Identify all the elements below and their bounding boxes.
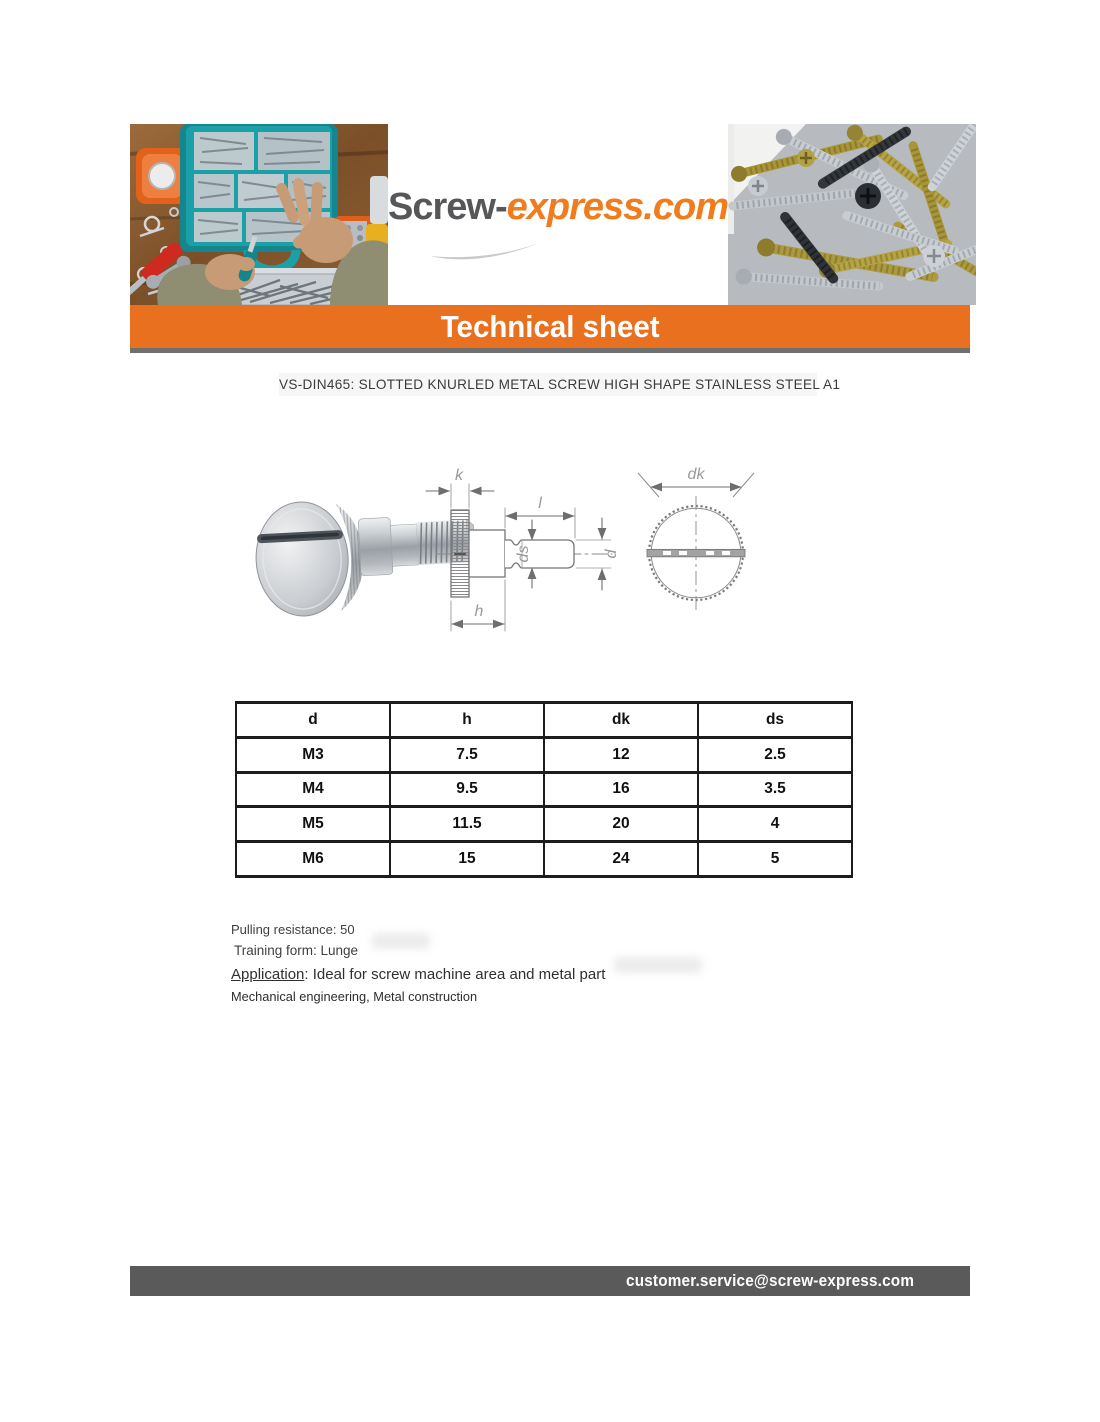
workbench-photo-art [130, 124, 388, 305]
technical-sheet-banner [130, 305, 970, 348]
product-title: VS-DIN465: SLOTTED KNURLED METAL SCREW HIGH SHAPE STAINLESS STEEL A1 [279, 373, 817, 396]
table-row [236, 737, 852, 772]
cell: M3 [236, 737, 390, 772]
logo [388, 186, 728, 229]
cell: 3.5 [698, 772, 852, 807]
cell: 4 [698, 807, 852, 842]
cell: M5 [236, 807, 390, 842]
workbench-photo [130, 124, 388, 305]
table-row [236, 807, 852, 842]
banner-title: Technical sheet [440, 308, 660, 344]
footer-bar [130, 1266, 970, 1296]
spec-table [235, 701, 853, 878]
product-photo [253, 493, 478, 618]
table-header-row [236, 703, 852, 738]
application-text: : Ideal for screw machine area and metal part [304, 966, 606, 983]
artifact-smudge [372, 933, 430, 949]
note-pulling-resistance: Pulling resistance: 50 [231, 922, 355, 937]
artifact-smudge [614, 957, 702, 973]
header [130, 124, 970, 305]
cell: 15 [390, 842, 544, 877]
dim-label-h: h [474, 603, 484, 620]
cell: 16 [544, 772, 698, 807]
banner-divider [130, 348, 970, 353]
dim-label-dk: dk [687, 466, 705, 483]
logo-text-gray: Screw- [388, 186, 507, 228]
col-header-h: h [390, 703, 544, 738]
cell: 9.5 [390, 772, 544, 807]
notes-block [231, 919, 791, 1007]
screw-pile-photo [728, 124, 976, 305]
screw-pile-art [728, 124, 976, 305]
col-header-dk: dk [544, 703, 698, 738]
logo-swoosh [426, 228, 566, 264]
note-application [231, 962, 791, 987]
dim-label-ds: ds [515, 545, 532, 563]
dim-label-k: k [455, 467, 463, 484]
cell: 7.5 [390, 737, 544, 772]
front-view-drawing [638, 466, 754, 610]
side-view-drawing [426, 467, 620, 631]
cell: 24 [544, 842, 698, 877]
dim-label-l: l [538, 495, 542, 512]
table-row [236, 842, 852, 877]
table-row [236, 772, 852, 807]
cell: 20 [544, 807, 698, 842]
cell: 5 [698, 842, 852, 877]
col-header-d: d [236, 703, 390, 738]
cell: M4 [236, 772, 390, 807]
application-label: Application [231, 966, 305, 983]
note-training-form: Training form: Lunge [234, 943, 359, 958]
logo-area [388, 124, 728, 305]
cell: 2.5 [698, 737, 852, 772]
cell: 12 [544, 737, 698, 772]
cell: M6 [236, 842, 390, 877]
cell: 11.5 [390, 807, 544, 842]
col-header-ds: ds [698, 703, 852, 738]
footer-email: customer.service@screw-express.com [625, 1271, 914, 1290]
technical-drawing [130, 440, 970, 680]
note-industries: Mechanical engineering, Metal construction [231, 989, 478, 1004]
logo-text-orange: express.com [506, 186, 728, 228]
dim-label-d: d [603, 549, 620, 559]
